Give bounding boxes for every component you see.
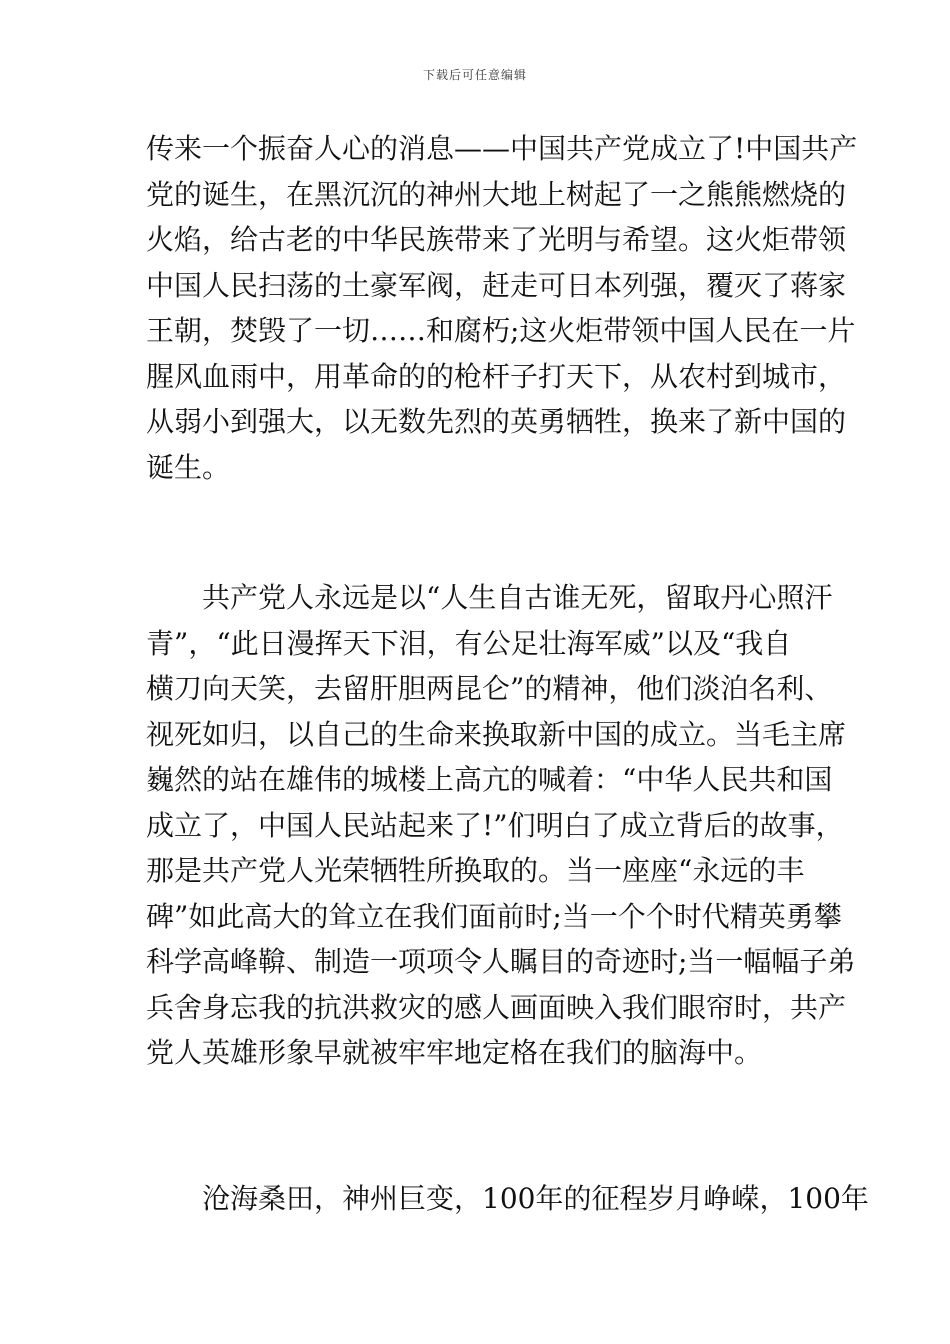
- text-line: 视死如归，以自己的生命来换取新中国的成立。当毛主席: [146, 717, 847, 751]
- text-line: 青”，“此日漫挥天下泪，有公足壮海军威”以及“我自: [146, 626, 792, 660]
- page-header: 下载后可任意编辑: [422, 68, 527, 82]
- text-line: 党人英雄形象早就被牢牢地定格在我们的脑海中。: [146, 1036, 763, 1069]
- text-line: 科学高峰鞥、制造一项项令人瞩目的奇迹时;当一幅幅子弟: [146, 945, 856, 978]
- text-line: 兵舍身忘我的抗洪救灾的感人画面映入我们眼帘时，共产: [146, 990, 847, 1024]
- paragraph-2: [146, 575, 856, 1076]
- text-line: 火焰，给古老的中华民族带来了光明与希望。这火炬带领: [146, 223, 847, 256]
- text-line: 诞生。: [146, 450, 231, 484]
- text-line: 共产党人永远是以“人生自古谁无死，留取丹心照汗: [202, 581, 833, 614]
- text-line: 横刀向天笑，去留肝胆两昆仑”的精神，他们淡泊名利、: [146, 672, 833, 705]
- text-line: 那是共产党人光荣牺牲所换取的。当一座座“永远的丰: [146, 854, 805, 887]
- paragraph-1: [146, 126, 858, 490]
- text-line: 沧海桑田，神州巨变，100年的征程岁月峥嵘，100年: [202, 1182, 869, 1215]
- text-line: 从弱小到强大，以无数先烈的英勇牺牲，换来了新中国的: [146, 405, 847, 438]
- text-line: 巍然的站在雄伟的城楼上高亢的喊着：“中华人民共和国: [146, 763, 833, 796]
- text-line: 碑”如此高大的耸立在我们面前时;当一个个时代精英勇攀: [146, 899, 842, 933]
- text-line: 成立了，中国人民站起来了!”们明白了成立背后的故事，: [146, 808, 844, 842]
- text-line: 传来一个振奋人心的消息——中国共产党成立了!中国共产: [146, 132, 858, 165]
- text-line: 腥风血雨中，用革命的的枪杆子打天下，从农村到城市，: [146, 359, 847, 393]
- text-line: 中国人民扫荡的土豪军阀，赶走可日本列强，覆灭了蒋家: [146, 268, 847, 302]
- paragraph-3: [146, 1176, 869, 1222]
- text-line: 王朝，焚毁了一切……和腐朽;这火炬带领中国人民在一片: [146, 314, 856, 347]
- text-line: 党的诞生，在黑沉沉的神州大地上树起了一之熊熊燃烧的: [146, 177, 847, 211]
